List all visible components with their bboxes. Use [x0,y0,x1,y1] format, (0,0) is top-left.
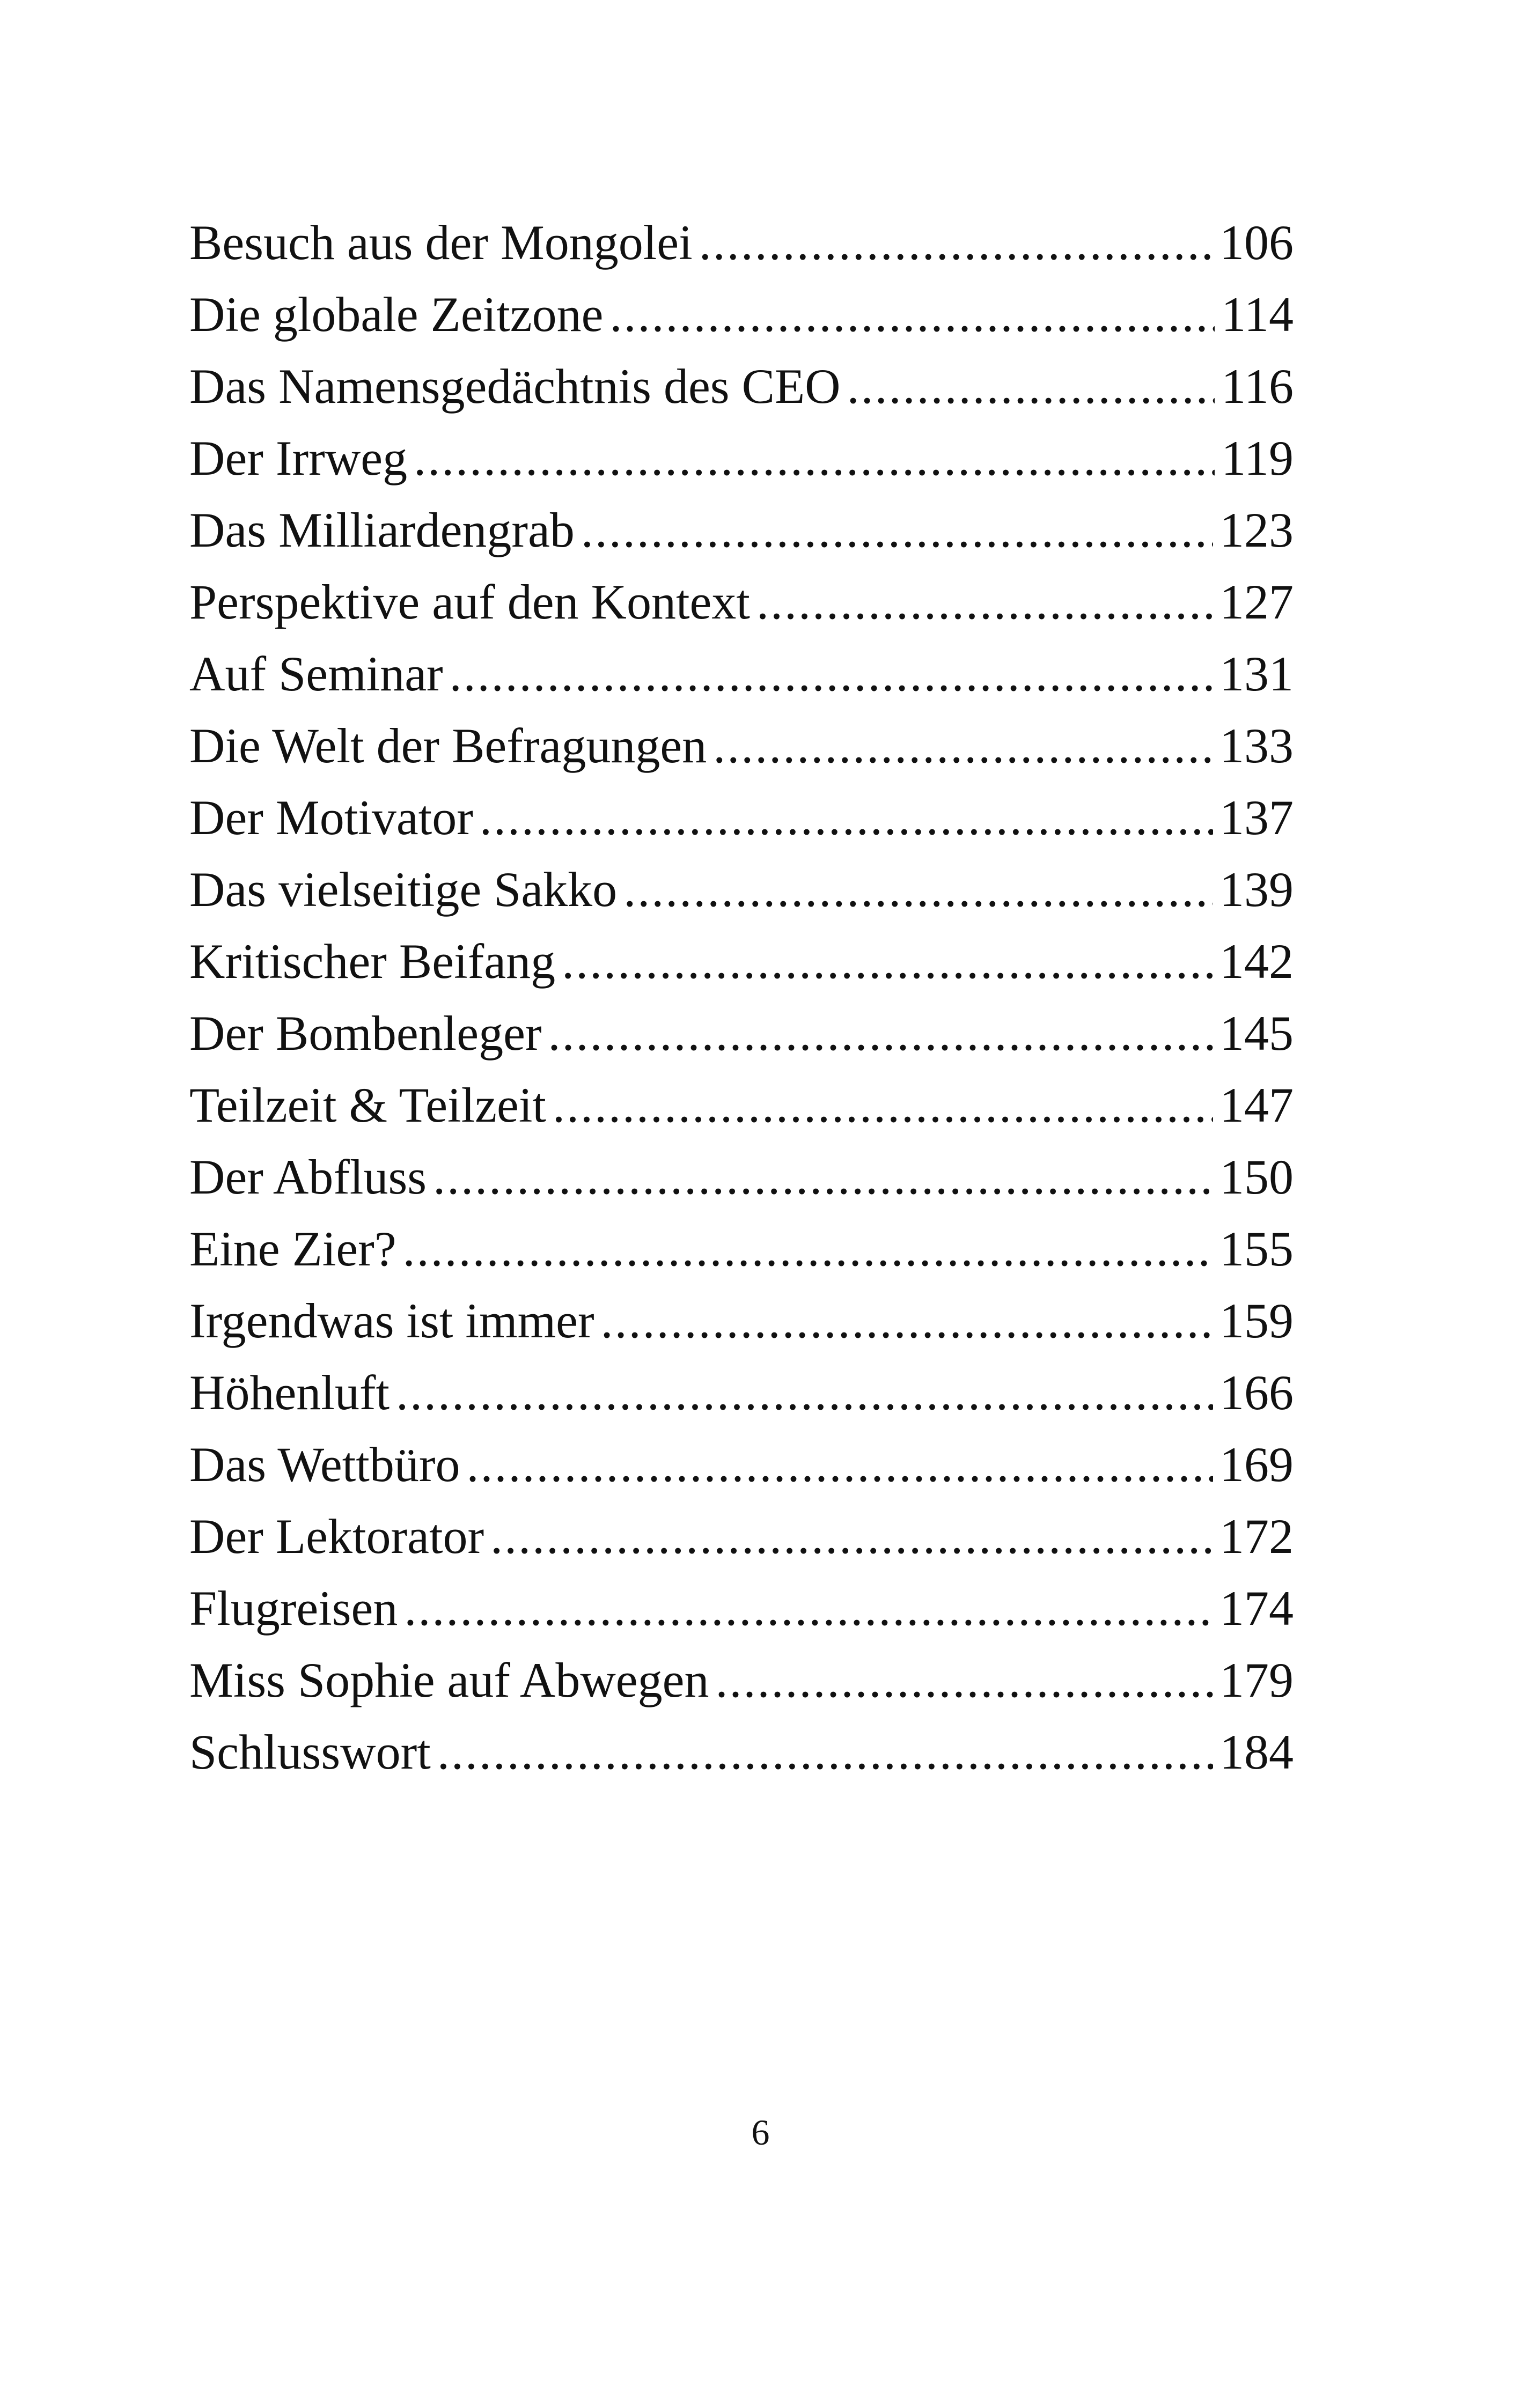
toc-entry-page: 184 [1219,1725,1294,1779]
toc-entry [189,1069,1294,1141]
toc-entry-page: 172 [1219,1509,1294,1564]
dot-leader [581,494,1213,566]
toc-entry [189,997,1294,1069]
toc-entry-page: 179 [1219,1653,1294,1707]
toc-entry [189,1141,1294,1213]
toc-entry-page: 119 [1221,431,1294,485]
toc-entry [189,1357,1294,1428]
toc-entry-title: Der Bombenleger [189,1006,542,1061]
toc-entry-title: Irgendwas ist immer [189,1293,594,1348]
toc-entry-page: 123 [1219,503,1294,557]
dot-leader [715,1644,1213,1716]
toc-entry-title: Der Irrweg [189,431,408,485]
toc-entry-page: 142 [1219,934,1294,989]
toc-entry-title: Besuch aus der Mongolei [189,215,693,270]
toc-entry-title: Miss Sophie auf Abwegen [189,1653,709,1707]
table-of-contents [189,207,1294,1788]
toc-entry-title: Eine Zier? [189,1221,396,1276]
dot-leader [433,1141,1213,1213]
dot-leader [403,1213,1213,1285]
dot-leader [490,1500,1213,1572]
toc-entry-title: Das vielseitige Sakko [189,862,618,917]
toc-entry-title: Das Namensgedächtnis des CEO [189,359,841,414]
toc-entry-title: Teilzeit & Teilzeit [189,1078,546,1132]
toc-entry [189,1644,1294,1716]
dot-leader [437,1716,1213,1788]
toc-entry-title: Der Abfluss [189,1150,427,1204]
dot-leader [623,853,1213,925]
dot-leader [601,1285,1213,1357]
toc-entry-page: 147 [1219,1078,1294,1132]
toc-entry-title: Kritischer Beifang [189,934,556,989]
toc-entry-title: Die Welt der Befragungen [189,718,707,773]
toc-entry-page: 137 [1219,790,1294,845]
toc-entry-page: 155 [1219,1221,1294,1276]
dot-leader [414,422,1215,494]
toc-entry-page: 133 [1219,718,1294,773]
dot-leader [553,1069,1213,1141]
toc-entry-page: 131 [1219,646,1294,701]
toc-entry-page: 139 [1219,862,1294,917]
toc-entry-title: Der Lektorator [189,1509,484,1564]
toc-entry [189,1716,1294,1788]
toc-entry-page: 166 [1219,1365,1294,1420]
dot-leader [713,710,1213,782]
toc-entry-page: 174 [1219,1581,1294,1636]
toc-entry-page: 106 [1219,215,1294,270]
dot-leader [480,782,1213,853]
dot-leader [756,566,1213,638]
toc-entry [189,853,1294,925]
toc-entry [189,1500,1294,1572]
toc-entry-title: Der Motivator [189,790,473,845]
toc-entry [189,207,1294,278]
toc-entry [189,1572,1294,1644]
toc-entry [189,1213,1294,1285]
toc-entry-page: 150 [1219,1150,1294,1204]
toc-entry [189,638,1294,710]
toc-entry [189,494,1294,566]
dot-leader [404,1572,1213,1644]
dot-leader [699,207,1213,278]
dot-leader [847,350,1215,422]
toc-entry [189,1285,1294,1357]
dot-leader [466,1428,1213,1500]
dot-leader [562,925,1213,997]
toc-entry [189,422,1294,494]
toc-entry-page: 116 [1221,359,1294,414]
toc-entry [189,566,1294,638]
toc-entry [189,278,1294,350]
toc-entry-title: Flugreisen [189,1581,398,1636]
toc-entry-title: Auf Seminar [189,646,443,701]
toc-entry-title: Die globale Zeitzone [189,287,604,342]
toc-entry-page: 145 [1219,1006,1294,1061]
toc-entry [189,710,1294,782]
toc-entry [189,782,1294,853]
toc-entry-page: 169 [1219,1437,1294,1492]
dot-leader [450,638,1213,710]
toc-entry [189,1428,1294,1500]
toc-entry-title: Das Wettbüro [189,1437,460,1492]
dot-leader [548,997,1213,1069]
toc-entry-page: 114 [1221,287,1294,342]
page-number: 6 [751,2112,770,2153]
toc-entry [189,925,1294,997]
toc-entry-title: Das Milliardengrab [189,503,575,557]
toc-entry-title: Schlusswort [189,1725,431,1779]
toc-entry-title: Höhenluft [189,1365,390,1420]
toc-entry-page: 127 [1219,575,1294,629]
toc-entry-page: 159 [1219,1293,1294,1348]
dot-leader [396,1357,1213,1428]
dot-leader [609,278,1215,350]
toc-entry-title: Perspektive auf den Kontext [189,575,750,629]
toc-entry [189,350,1294,422]
